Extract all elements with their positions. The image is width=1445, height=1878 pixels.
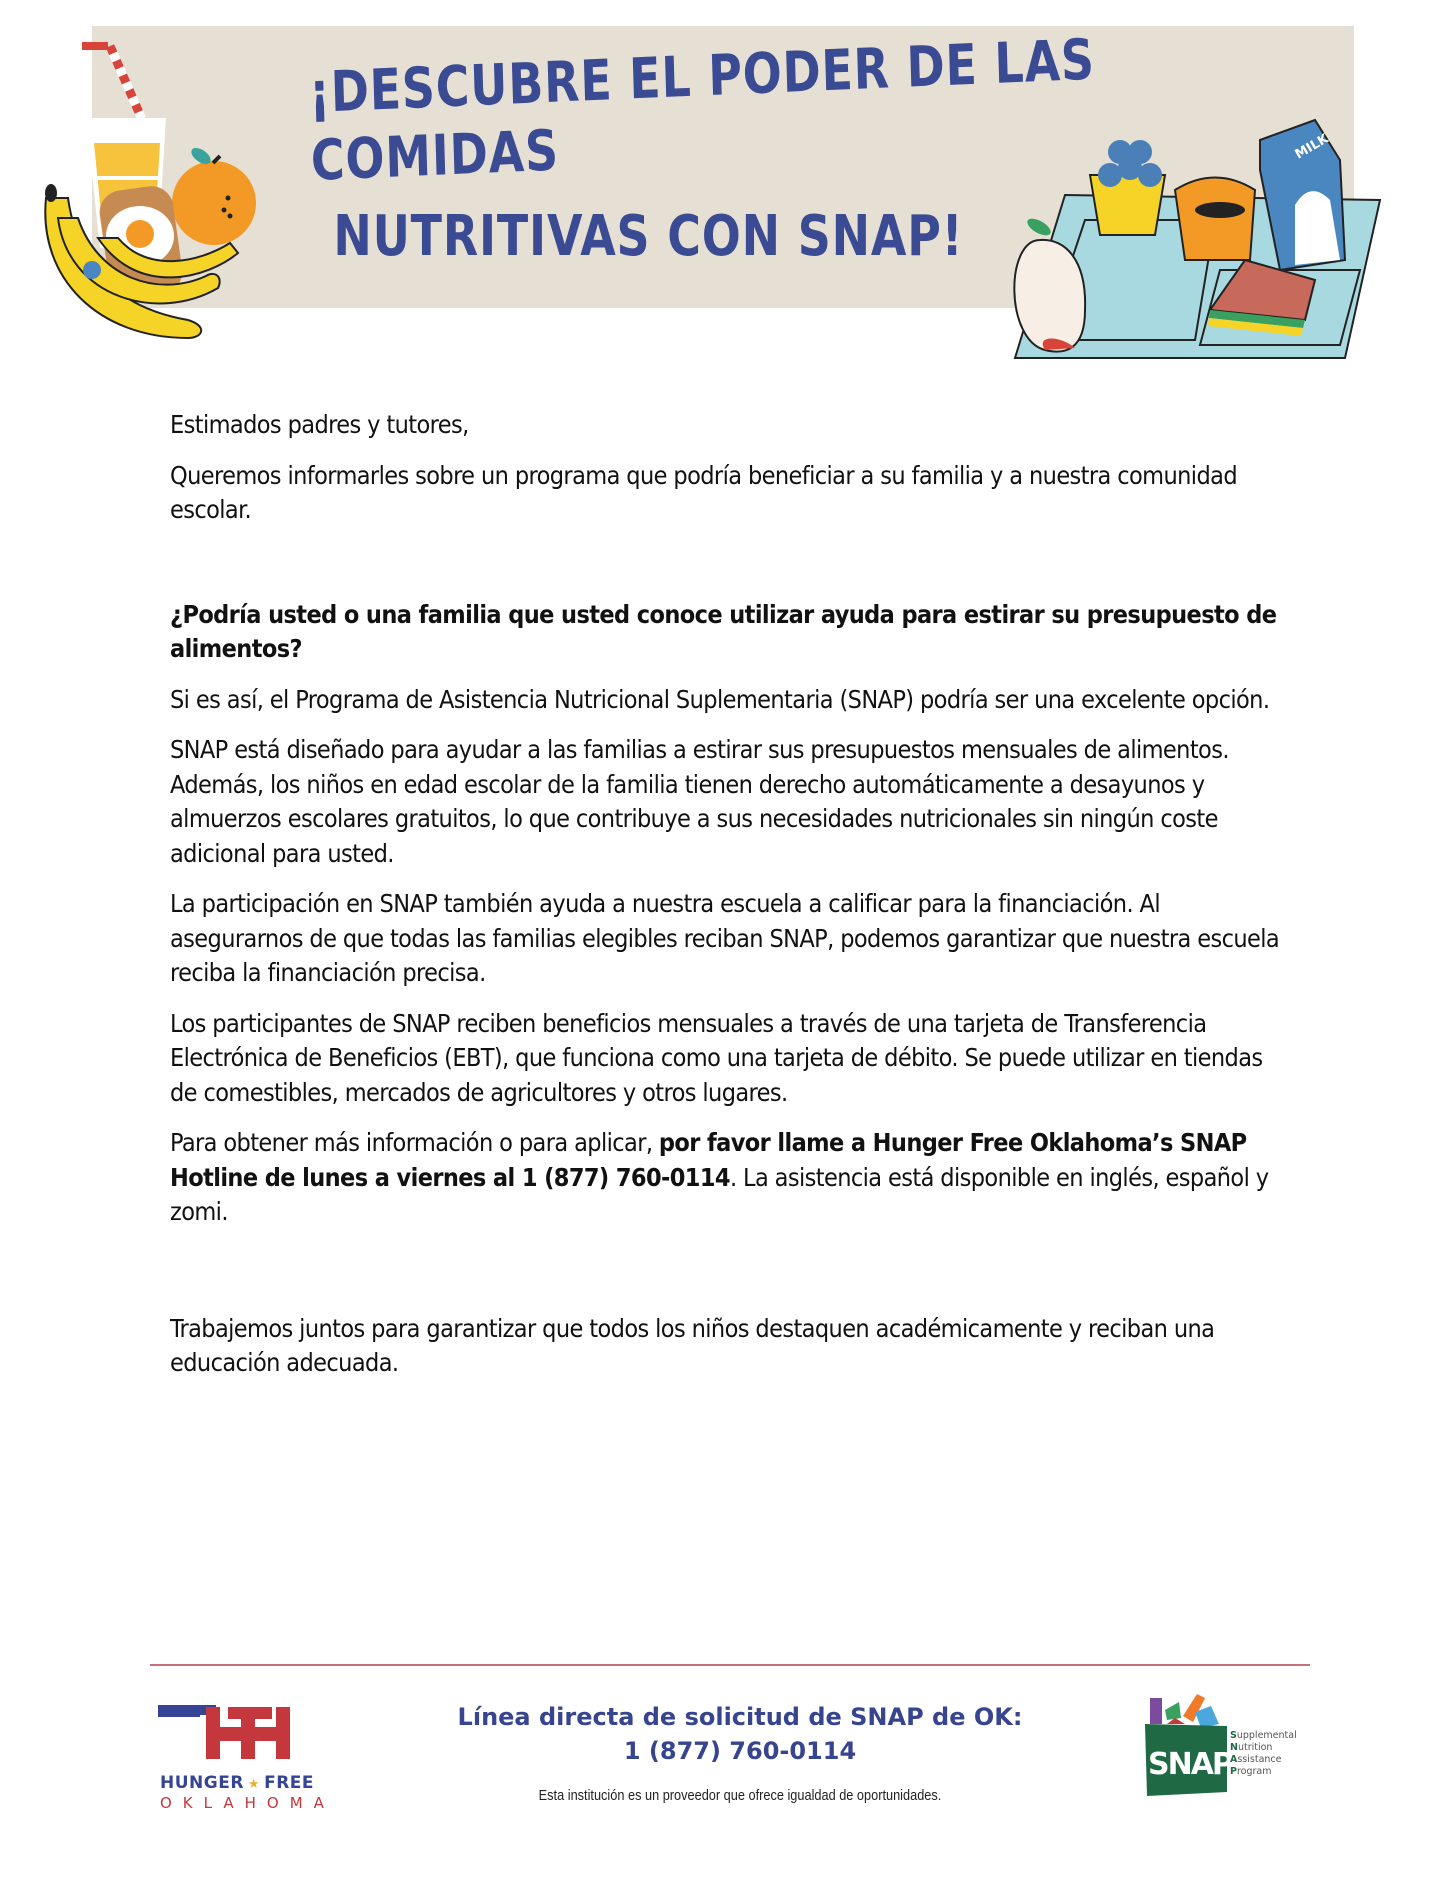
paragraph-snap-option: Si es así, el Programa de Asistencia Nutricional Suplementaria (SNAP) podría ser una excelente opción. [170,684,1270,714]
headline-line-1: ¡DESCUBRE EL PODER DE LAS COMIDAS [308,27,1096,195]
svg-text:MILK: MILK [1292,131,1332,163]
question-heading: ¿Podría usted o una familia que usted conoce utilizar ayuda para estirar su presupuesto de alimentos? [170,599,1277,663]
hotline-label: Línea directa de solicitud de SNAP de OK: [457,1703,1023,1731]
contact-text-end: . La asistencia está disponible en inglés, español y zomi. [170,1162,1269,1226]
muffin-icon [1175,178,1255,261]
hotline-callout: por favor llame a Hunger Free Oklahoma’s SNAP Hotline de lunes a viernes al 1 (877) 760-0114 [170,1128,1247,1192]
equal-opportunity-disclaimer: Esta institución es un proveedor que ofrece igualdad de oportunidades. [538,1787,942,1804]
contact-text-start: Para obtener más información o para aplicar, [170,1128,659,1157]
footer-divider [150,1664,1310,1666]
hfo-wordmark: HUNGER ★ FREE [160,1773,315,1793]
paragraph-contact [170,1126,1280,1230]
blueberries-icon [1090,140,1165,235]
letter-body [170,408,1280,1397]
paragraph-school-funding: La participación en SNAP también ayuda a nuestra escuela a calificar para la financiación. Al asegurarnos de que todas las familias elegibles reciban SNAP, podemos garantizar que nuestra escuela reciba la financiación precisa. [170,889,1280,987]
hfo-state: OKLAHOMA [160,1794,335,1812]
hotline-number: 1 (877) 760-0114 [623,1737,857,1765]
breakfast-illustration-icon [38,38,308,368]
lunch-tray-illustration-icon [1005,110,1400,375]
svg-text:SNAP: SNAP [1148,1747,1232,1782]
paragraph-snap-purpose: SNAP está diseñado para ayudar a las familias a estirar sus presupuestos mensuales de alimentos. Además, los niños en edad escolar de la familia tienen derecho automáticamente a desayunos y almuerzos escolares gratuitos, lo que contribuye a sus necesidades nutricionales sin ningún coste adicional para usted. [170,735,1229,868]
spacer [170,1246,1280,1312]
snap-tagline: Supplemental Nutrition Assistance Program [1230,1730,1297,1777]
orange-icon [172,145,256,245]
star-icon: ★ [247,1777,261,1792]
intro-paragraph: Queremos informarles sobre un programa que podría beneficiar a su familia y a nuestra comunidad escolar. [170,460,1237,524]
paragraph-ebt-card: Los participantes de SNAP reciben beneficios mensuales a través de una tarjeta de Transferencia Electrónica de Beneficios (EBT), que funciona como una tarjeta de débito. Se puede utilizar en tiendas de comestibles, mercados de agricultores y otros lugares. [170,1008,1263,1107]
hotline-block [420,1700,1060,1768]
headline-line-2: NUTRITIVAS CON SNAP! [333,203,964,269]
spacer [170,544,1280,598]
closing-paragraph: Trabajemos juntos para garantizar que todos los niños destaquen académicamente y reciban una educación adecuada. [170,1313,1215,1377]
greeting: Estimados padres y tutores, [170,410,469,439]
page-title [308,27,1116,271]
